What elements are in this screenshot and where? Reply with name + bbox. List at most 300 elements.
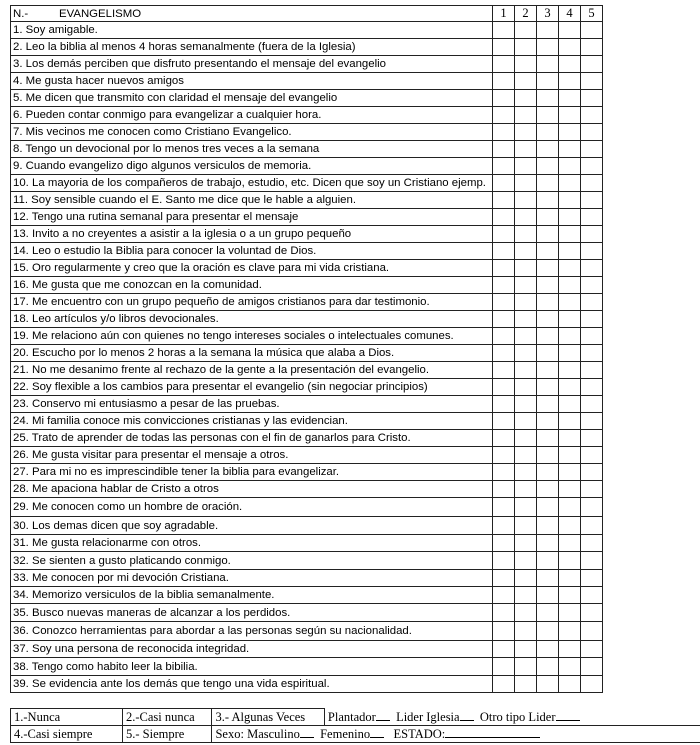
rating-cell-5[interactable] [581,345,603,362]
rating-cell-5[interactable] [581,535,603,552]
sex-state-fields [212,726,700,743]
rating-cell-3[interactable] [537,517,559,535]
estado-label: ESTADO: [393,727,446,741]
rating-cell-2[interactable] [515,141,537,158]
rating-cell-2[interactable] [515,90,537,107]
rating-cell-5[interactable] [581,124,603,141]
rating-cell-5[interactable] [581,22,603,39]
rating-cell-1[interactable] [493,311,515,328]
survey-item-text: 20. Escucho por lo menos 2 horas a la semana la música que alaba a Dios. [11,345,493,362]
rating-cell-3[interactable] [537,535,559,552]
rating-cell-2[interactable] [515,226,537,243]
rating-cell-4[interactable] [559,396,581,413]
rating-cell-1[interactable] [493,396,515,413]
rating-cell-4[interactable] [559,209,581,226]
rating-cell-1[interactable] [493,552,515,570]
rating-cell-1[interactable] [493,22,515,39]
rating-cell-3[interactable] [537,141,559,158]
rating-cell-5[interactable] [581,658,603,676]
rating-cell-2[interactable] [515,107,537,124]
rating-cell-1[interactable] [493,260,515,277]
survey-item-row [11,73,603,90]
rating-cell-1[interactable] [493,90,515,107]
rating-cell-5[interactable] [581,587,603,604]
femenino-blank[interactable] [370,726,384,738]
rating-cell-4[interactable] [559,90,581,107]
legend-scale-4: 4.-Casi siempre [11,726,123,743]
rating-cell-3[interactable] [537,175,559,192]
rating-cell-5[interactable] [581,141,603,158]
survey-item-text: 36. Conozco herramientas para abordar a las personas según su nacionalidad. [11,622,493,641]
rating-cell-4[interactable] [559,622,581,641]
rating-cell-2[interactable] [515,22,537,39]
survey-item-row [11,294,603,311]
rating-cell-4[interactable] [559,294,581,311]
rating-cell-5[interactable] [581,328,603,345]
rating-cell-4[interactable] [559,311,581,328]
survey-item-text: 24. Mi familia conoce mis convicciones cristianas y las evidencian. [11,413,493,430]
survey-item-row [11,447,603,464]
survey-item-row [11,328,603,345]
rating-cell-2[interactable] [515,676,537,693]
rating-cell-1[interactable] [493,158,515,175]
survey-item-row [11,22,603,39]
survey-item-text: 7. Mis vecinos me conocen como Cristiano Evangelico. [11,124,493,141]
rating-cell-3[interactable] [537,396,559,413]
rating-cell-1[interactable] [493,604,515,622]
survey-item-row [11,209,603,226]
survey-item-row [11,604,603,622]
estado-blank[interactable] [445,726,540,738]
rating-cell-5[interactable] [581,570,603,587]
rating-cell-5[interactable] [581,107,603,124]
rating-cell-2[interactable] [515,175,537,192]
survey-item-row [11,396,603,413]
rating-cell-2[interactable] [515,552,537,570]
legend-scale-3: 3.- Algunas Veces [212,709,324,726]
rating-cell-2[interactable] [515,56,537,73]
survey-item-text: 18. Leo artículos y/o libros devocionales. [11,311,493,328]
legend-row-1 [11,709,700,726]
legend-scale-1: 1.-Nunca [11,709,123,726]
rating-cell-4[interactable] [559,277,581,294]
rating-cell-5[interactable] [581,277,603,294]
rating-cell-2[interactable] [515,498,537,517]
survey-item-text: 27. Para mi no es imprescindible tener la biblia para evangelizar. [11,464,493,481]
rating-cell-4[interactable] [559,158,581,175]
survey-item-row [11,658,603,676]
rating-cell-4[interactable] [559,73,581,90]
survey-item-row [11,107,603,124]
rating-cell-5[interactable] [581,175,603,192]
rating-cell-1[interactable] [493,447,515,464]
rating-cell-4[interactable] [559,124,581,141]
survey-item-text: 16. Me gusta que me conozcan en la comunidad. [11,277,493,294]
survey-item-text: 17. Me encuentro con un grupo pequeño de amigos cristianos para dar testimonio. [11,294,493,311]
rating-cell-1[interactable] [493,676,515,693]
rating-cell-3[interactable] [537,294,559,311]
rating-cell-4[interactable] [559,430,581,447]
rating-cell-5[interactable] [581,622,603,641]
survey-item-text: 8. Tengo un devocional por lo menos tres veces a la semana [11,141,493,158]
rating-cell-3[interactable] [537,447,559,464]
rating-cell-1[interactable] [493,570,515,587]
survey-item-row [11,192,603,209]
survey-item-text: 33. Me conocen por mi devoción Cristiana. [11,570,493,587]
rating-cell-1[interactable] [493,498,515,517]
rating-cell-1[interactable] [493,517,515,535]
rating-cell-5[interactable] [581,413,603,430]
rating-cell-1[interactable] [493,430,515,447]
rating-cell-5[interactable] [581,243,603,260]
rating-cell-4[interactable] [559,175,581,192]
scale-header-3: 3 [537,6,559,22]
rating-cell-2[interactable] [515,379,537,396]
survey-item-row [11,517,603,535]
rating-cell-2[interactable] [515,413,537,430]
survey-item-text: 4. Me gusta hacer nuevos amigos [11,73,493,90]
survey-item-row [11,311,603,328]
survey-item-text: 1. Soy amigable. [11,22,493,39]
survey-item-row [11,39,603,56]
rating-cell-5[interactable] [581,90,603,107]
survey-item-row [11,430,603,447]
survey-item-row [11,175,603,192]
sexo-masculino-label: Sexo: Masculino [215,727,300,741]
survey-item-row [11,676,603,693]
rating-cell-5[interactable] [581,56,603,73]
rating-cell-4[interactable] [559,22,581,39]
rating-cell-1[interactable] [493,535,515,552]
survey-item-text: 23. Conservo mi entusiasmo a pesar de las pruebas. [11,396,493,413]
rating-cell-4[interactable] [559,517,581,535]
rating-cell-2[interactable] [515,73,537,90]
rating-cell-5[interactable] [581,676,603,693]
rating-cell-1[interactable] [493,345,515,362]
rating-cell-1[interactable] [493,124,515,141]
rating-cell-5[interactable] [581,209,603,226]
rating-cell-5[interactable] [581,39,603,56]
rating-cell-3[interactable] [537,226,559,243]
rating-cell-1[interactable] [493,73,515,90]
survey-item-text: 3. Los demás perciben que disfruto presentando el mensaje del evangelio [11,56,493,73]
rating-cell-4[interactable] [559,107,581,124]
rating-cell-5[interactable] [581,260,603,277]
rating-cell-1[interactable] [493,175,515,192]
rating-cell-3[interactable] [537,209,559,226]
survey-item-row [11,226,603,243]
rating-cell-4[interactable] [559,535,581,552]
survey-item-text: 13. Invito a no creyentes a asistir a la iglesia o a un grupo pequeño [11,226,493,243]
survey-item-text: 10. La mayoria de los compañeros de trabajo, estudio, etc. Dicen que soy un Cristiano ejemp. [11,175,493,192]
rating-cell-4[interactable] [559,641,581,658]
survey-item-text: 29. Me conocen como un hombre de oración. [11,498,493,517]
rating-cell-2[interactable] [515,311,537,328]
rating-cell-5[interactable] [581,430,603,447]
rating-cell-4[interactable] [559,379,581,396]
survey-item-row [11,243,603,260]
rating-cell-2[interactable] [515,294,537,311]
survey-item-text: 11. Soy sensible cuando el E. Santo me dice que le hable a alguien. [11,192,493,209]
survey-item-text: 2. Leo la biblia al menos 4 horas semanalmente (fuera de la Iglesia) [11,39,493,56]
rating-cell-3[interactable] [537,430,559,447]
survey-item-text: 34. Memorizo versiculos de la biblia semanalmente. [11,587,493,604]
rating-cell-5[interactable] [581,481,603,498]
rating-cell-1[interactable] [493,413,515,430]
rating-cell-2[interactable] [515,328,537,345]
legend-table [10,708,700,743]
rating-cell-3[interactable] [537,604,559,622]
survey-item-row [11,56,603,73]
scale-header-1: 1 [493,6,515,22]
survey-item-text: 39. Se evidencia ante los demás que tengo una vida espiritual. [11,676,493,693]
rating-cell-1[interactable] [493,658,515,676]
rating-cell-2[interactable] [515,430,537,447]
rating-cell-1[interactable] [493,622,515,641]
rating-cell-2[interactable] [515,277,537,294]
rating-cell-5[interactable] [581,604,603,622]
survey-item-text: 21. No me desanimo frente al rechazo de la gente a la presentación del evangelio. [11,362,493,379]
rating-cell-5[interactable] [581,641,603,658]
rating-cell-4[interactable] [559,604,581,622]
survey-item-text: 12. Tengo una rutina semanal para presentar el mensaje [11,209,493,226]
rating-cell-4[interactable] [559,464,581,481]
lider-iglesia-blank[interactable] [460,709,474,721]
scale-header-4: 4 [559,6,581,22]
rating-cell-5[interactable] [581,498,603,517]
rating-cell-1[interactable] [493,39,515,56]
rating-cell-1[interactable] [493,192,515,209]
rating-cell-3[interactable] [537,22,559,39]
rating-cell-3[interactable] [537,243,559,260]
rating-cell-5[interactable] [581,552,603,570]
rating-cell-5[interactable] [581,447,603,464]
survey-item-row [11,260,603,277]
rating-cell-3[interactable] [537,90,559,107]
lider-iglesia-label: Lider Iglesia [396,709,460,724]
rating-cell-2[interactable] [515,192,537,209]
rating-cell-3[interactable] [537,73,559,90]
rating-cell-2[interactable] [515,158,537,175]
rating-cell-3[interactable] [537,464,559,481]
survey-item-text: 22. Soy flexible a los cambios para presentar el evangelio (sin negociar principios) [11,379,493,396]
survey-item-text: 26. Me gusta visitar para presentar el mensaje a otros. [11,447,493,464]
survey-item-text: 14. Leo o estudio la Biblia para conocer la voluntad de Dios. [11,243,493,260]
rating-cell-4[interactable] [559,413,581,430]
rating-cell-4[interactable] [559,226,581,243]
rating-cell-1[interactable] [493,379,515,396]
rating-cell-4[interactable] [559,192,581,209]
survey-body [11,22,603,693]
survey-item-row [11,552,603,570]
rating-cell-3[interactable] [537,570,559,587]
survey-item-row [11,498,603,517]
rating-cell-3[interactable] [537,345,559,362]
rating-cell-2[interactable] [515,535,537,552]
rating-cell-5[interactable] [581,158,603,175]
survey-item-text: 19. Me relaciono aún con quienes no tengo intereses sociales o intelectuales comunes. [11,328,493,345]
rating-cell-3[interactable] [537,124,559,141]
leader-type-fields [324,709,700,726]
masculino-blank[interactable] [300,726,314,738]
rating-cell-3[interactable] [537,56,559,73]
rating-cell-5[interactable] [581,396,603,413]
rating-cell-2[interactable] [515,517,537,535]
rating-cell-3[interactable] [537,587,559,604]
rating-cell-2[interactable] [515,658,537,676]
rating-cell-4[interactable] [559,676,581,693]
rating-cell-2[interactable] [515,481,537,498]
rating-cell-1[interactable] [493,243,515,260]
survey-item-row [11,481,603,498]
survey-item-row [11,622,603,641]
survey-item-row [11,141,603,158]
rating-cell-4[interactable] [559,587,581,604]
rating-cell-2[interactable] [515,570,537,587]
survey-item-text: 37. Soy una persona de reconocida integridad. [11,641,493,658]
rating-cell-5[interactable] [581,226,603,243]
survey-item-text: 9. Cuando evangelizo digo algunos versiculos de memoria. [11,158,493,175]
rating-cell-2[interactable] [515,243,537,260]
legend-row-2 [11,726,700,743]
rating-cell-2[interactable] [515,39,537,56]
rating-cell-5[interactable] [581,517,603,535]
rating-cell-2[interactable] [515,447,537,464]
rating-cell-2[interactable] [515,641,537,658]
rating-cell-5[interactable] [581,464,603,481]
survey-item-text: 31. Me gusta relacionarme con otros. [11,535,493,552]
rating-cell-5[interactable] [581,362,603,379]
rating-cell-3[interactable] [537,260,559,277]
rating-cell-5[interactable] [581,311,603,328]
survey-item-row [11,570,603,587]
otro-lider-label: Otro tipo Lider [479,709,556,724]
survey-item-row [11,362,603,379]
rating-cell-2[interactable] [515,587,537,604]
survey-item-row [11,641,603,658]
survey-title: EVANGELISMO [59,7,142,20]
survey-item-row [11,277,603,294]
survey-item-row [11,464,603,481]
rating-cell-5[interactable] [581,379,603,396]
rating-cell-2[interactable] [515,622,537,641]
rating-cell-4[interactable] [559,362,581,379]
rating-cell-3[interactable] [537,481,559,498]
rating-cell-4[interactable] [559,498,581,517]
rating-cell-4[interactable] [559,328,581,345]
rating-cell-3[interactable] [537,328,559,345]
rating-cell-4[interactable] [559,243,581,260]
survey-item-row [11,535,603,552]
rating-cell-1[interactable] [493,294,515,311]
survey-table [10,5,603,693]
survey-item-row [11,124,603,141]
rating-cell-4[interactable] [559,141,581,158]
survey-item-row [11,587,603,604]
rating-cell-1[interactable] [493,141,515,158]
rating-cell-1[interactable] [493,56,515,73]
rating-cell-3[interactable] [537,676,559,693]
rating-cell-1[interactable] [493,641,515,658]
rating-cell-2[interactable] [515,464,537,481]
survey-item-text: 32. Se sienten a gusto platicando conmigo. [11,552,493,570]
survey-item-text: 35. Busco nuevas maneras de alcanzar a los perdidos. [11,604,493,622]
rating-cell-1[interactable] [493,277,515,294]
survey-item-text: 6. Pueden contar conmigo para evangelizar a cualquier hora. [11,107,493,124]
rating-cell-2[interactable] [515,396,537,413]
rating-cell-4[interactable] [559,552,581,570]
rating-cell-3[interactable] [537,552,559,570]
rating-cell-4[interactable] [559,260,581,277]
rating-cell-4[interactable] [559,39,581,56]
rating-cell-1[interactable] [493,209,515,226]
rating-cell-1[interactable] [493,107,515,124]
survey-item-row [11,158,603,175]
survey-item-text: 38. Tengo como habito leer la bibilia. [11,658,493,676]
rating-cell-4[interactable] [559,56,581,73]
rating-cell-3[interactable] [537,622,559,641]
rating-cell-2[interactable] [515,604,537,622]
rating-cell-1[interactable] [493,464,515,481]
rating-cell-2[interactable] [515,345,537,362]
rating-cell-2[interactable] [515,260,537,277]
survey-item-text: 15. Oro regularmente y creo que la oración es clave para mi vida cristiana. [11,260,493,277]
rating-cell-1[interactable] [493,481,515,498]
survey-item-row [11,379,603,396]
survey-item-text: 25. Trato de aprender de todas las personas con el fin de ganarlos para Cristo. [11,430,493,447]
number-header: N.- [13,7,29,20]
survey-item-text: 28. Me apaciona hablar de Cristo a otros [11,481,493,498]
rating-cell-1[interactable] [493,328,515,345]
rating-cell-3[interactable] [537,158,559,175]
rating-cell-3[interactable] [537,39,559,56]
otro-lider-blank[interactable] [556,709,580,721]
rating-cell-1[interactable] [493,362,515,379]
rating-cell-3[interactable] [537,498,559,517]
rating-cell-4[interactable] [559,345,581,362]
survey-item-row [11,413,603,430]
rating-cell-3[interactable] [537,311,559,328]
rating-cell-3[interactable] [537,362,559,379]
survey-header-title [11,6,493,22]
rating-cell-3[interactable] [537,192,559,209]
survey-item-text: 5. Me dicen que transmito con claridad el mensaje del evangelio [11,90,493,107]
rating-cell-4[interactable] [559,570,581,587]
rating-cell-2[interactable] [515,209,537,226]
rating-cell-5[interactable] [581,294,603,311]
rating-cell-5[interactable] [581,73,603,90]
rating-cell-3[interactable] [537,413,559,430]
scale-header-2: 2 [515,6,537,22]
rating-cell-4[interactable] [559,481,581,498]
rating-cell-3[interactable] [537,641,559,658]
scale-header-5: 5 [581,6,603,22]
rating-cell-3[interactable] [537,107,559,124]
rating-cell-3[interactable] [537,658,559,676]
survey-item-row [11,345,603,362]
plantador-blank[interactable] [376,709,390,721]
rating-cell-4[interactable] [559,658,581,676]
femenino-label: Femenino [320,727,371,741]
rating-cell-3[interactable] [537,277,559,294]
rating-cell-4[interactable] [559,447,581,464]
rating-cell-1[interactable] [493,587,515,604]
rating-cell-2[interactable] [515,124,537,141]
rating-cell-5[interactable] [581,192,603,209]
rating-cell-1[interactable] [493,226,515,243]
rating-cell-2[interactable] [515,362,537,379]
rating-cell-3[interactable] [537,379,559,396]
